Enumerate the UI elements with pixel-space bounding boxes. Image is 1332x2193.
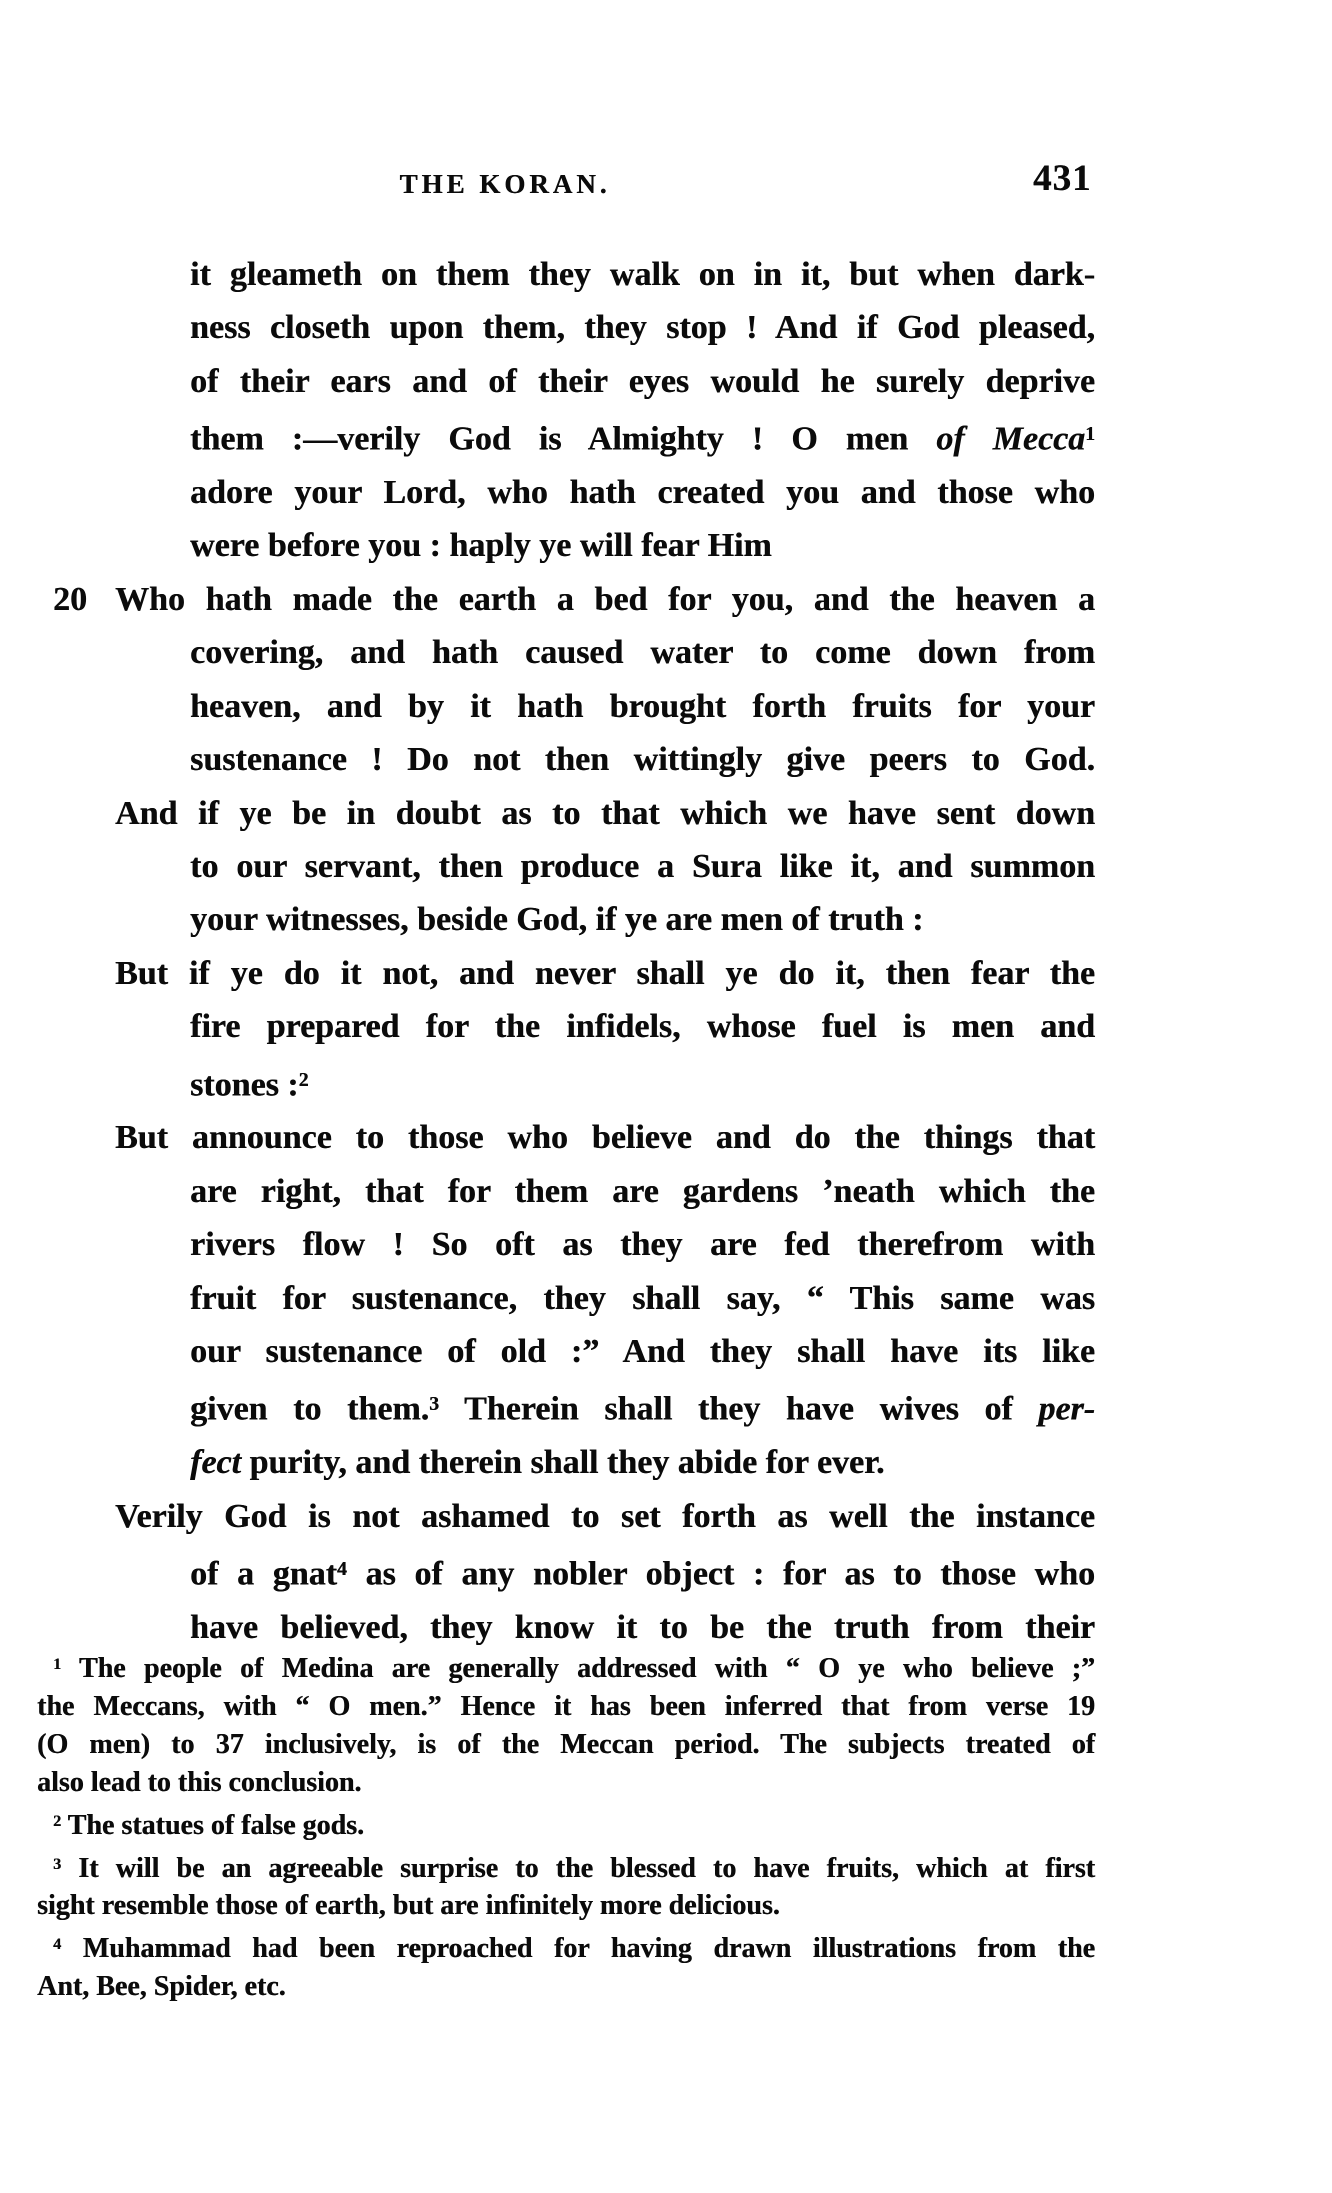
text-line: our sustenance of old :” And they shall have its like: [190, 1333, 1095, 1371]
footnote-marker: 4: [336, 1558, 347, 1581]
text-line: $^2$ The statues of false gods.: [53, 1809, 364, 1841]
text-line: fire prepared for the infidels, whose fuel is men and: [190, 1008, 1095, 1046]
text-line: $^3$ It will be an agreeable surprise to the blessed to have fruits, which at first: [53, 1852, 1095, 1884]
text-line: But if ye do it not, and never shall ye do it, then fear the: [115, 954, 1095, 992]
text-line: are right, that for them are gardens ’neath which the: [190, 1172, 1095, 1210]
text-line: were before you : haply ye will fear Him: [190, 527, 772, 565]
text-line: it gleameth on them they walk on in it, but when dark-: [190, 256, 1095, 293]
footnote-marker: 3: [53, 1854, 62, 1873]
text-line: sustenance ! Do not then wittingly give peers to God.: [190, 741, 1095, 779]
text-line: stones :$^2$: [190, 1066, 309, 1103]
page-number: 431: [1033, 158, 1092, 199]
text-line: $^1$ The people of Medina are generally addressed with “ O ye who believe ;”: [53, 1652, 1095, 1684]
text-line: of a gnat$^4$ as of any nobler object : for as to those who: [190, 1555, 1095, 1593]
text-line: adore your Lord, who hath created you and those who: [190, 474, 1095, 512]
footnote-marker: 1: [1085, 423, 1096, 446]
verse-number: 20: [53, 580, 87, 618]
text-line: heaven, and by it hath brought forth fruits for your: [190, 687, 1095, 725]
text-line: your witnesses, beside God, if ye are men of truth :: [190, 901, 924, 939]
text-line: fect purity, and therein shall they abide for ever.: [190, 1444, 885, 1482]
text-line: of their ears and of their eyes would he surely deprive: [190, 362, 1095, 400]
footnote-marker: 3: [429, 1393, 440, 1416]
text-line: covering, and hath caused water to come down from: [190, 634, 1095, 672]
footnote-marker: 4: [53, 1935, 62, 1954]
text-line: But announce to those who believe and do the things that: [115, 1119, 1095, 1157]
footnotes: [37, 1645, 1095, 2006]
footnote-marker: 2: [298, 1068, 309, 1091]
text-line: have believed, they know it to be the truth from their: [190, 1608, 1095, 1646]
text-line: the Meccans, with “ O men.” Hence it has been inferred that from verse 19: [37, 1690, 1095, 1722]
text-line: to our servant, then produce a Sura like it, and summon: [190, 847, 1095, 885]
text-line: fruit for sustenance, they shall say, “ This same was: [190, 1279, 1095, 1317]
text-line: ness closeth upon them, they stop ! And if God pleased,: [190, 309, 1095, 347]
body-text: [53, 248, 1096, 1654]
text-line: (O men) to 37 inclusively, is of the Meccan period. The subjects treated of: [37, 1728, 1095, 1760]
text-line: rivers flow ! So oft as they are fed therefrom with: [190, 1226, 1095, 1264]
text-line: them :—verily God is Almighty ! O men of Mecca$^1$: [190, 420, 1096, 458]
text-line: Verily God is not ashamed to set forth as well the instance: [115, 1497, 1095, 1535]
text-line: Ant, Bee, Spider, etc.: [37, 1971, 286, 2003]
text-line: given to them.$^3$ Therein shall they have wives of per-: [190, 1390, 1095, 1428]
footnote-marker: 2: [53, 1811, 62, 1830]
text-line: also lead to this conclusion.: [37, 1766, 362, 1798]
text-line: 20 Who hath made the earth a bed for you, and the heaven a: [115, 573, 1095, 626]
page-header-title: THE KORAN.: [399, 169, 611, 199]
text-line: $^4$ Muhammad had been reproached for having drawn illustrations from the: [53, 1933, 1095, 1965]
text-line: sight resemble those of earth, but are infinitely more delicious.: [37, 1890, 780, 1922]
footnote-marker: 1: [53, 1655, 62, 1673]
text-line: And if ye be in doubt as to that which we have sent down: [115, 794, 1095, 832]
